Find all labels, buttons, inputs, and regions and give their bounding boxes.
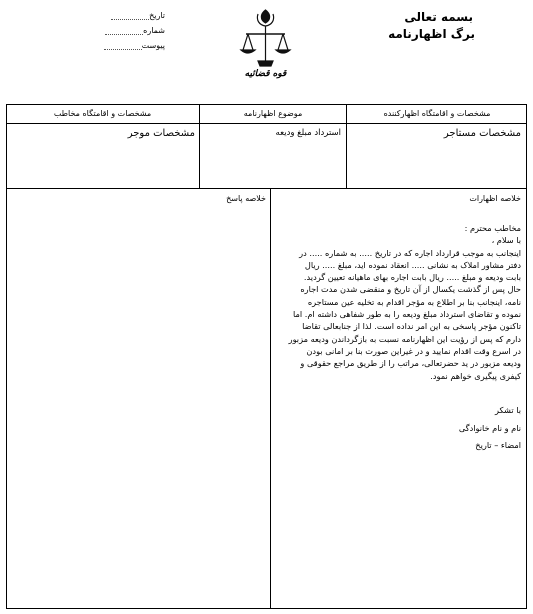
statement-line: مخاطب محترم :: [464, 223, 521, 233]
statement-line: تاکنون مؤجر پاسخی به این امر نداده است. لذا از جنابعالی تقاضا: [302, 321, 521, 332]
statement-line: اینجانب به موجب قرارداد اجاره که در تاریخ ..... به شماره ..... در: [299, 247, 521, 258]
name-line: نام و نام خانوادگی: [458, 423, 521, 433]
date-field: [95, 11, 165, 20]
reply-title: خلاصه پاسخ: [226, 194, 266, 203]
basmala: بسمه تعالی: [404, 10, 473, 24]
addressee-header: مشخصات و اقامتگاه مخاطب: [53, 109, 152, 118]
declarant-value: مشخصات مستاجر: [443, 128, 521, 139]
emblem-caption: قوه قضائیه: [244, 69, 287, 79]
statement-line: بابت ودیعه و مبلغ ..... ریال بابت اجاره بهای ماهیانه تعیین گردید.: [303, 272, 521, 283]
statement-line: در اسرع وقت اقدام نمایید و در غیراین صورت بنا بر امانی بودن: [306, 345, 521, 356]
attachment-label: پیوست: [141, 41, 165, 50]
number-label: شماره: [143, 26, 165, 35]
signature-line: امضاء – تاریخ: [475, 440, 521, 450]
statement-line: ودیعه مزبور در ید حضرتعالی، مراتب را از طریق مراجع حقوقی و: [300, 358, 521, 369]
subject-value: استرداد مبلغ ودیعه: [275, 128, 341, 138]
statement-line: حال پس از گذشت یکسال از آن تاریخ و منقضی شدن مدت اجاره: [300, 284, 521, 295]
date-label: تاریخ: [149, 11, 165, 20]
declarant-header: مشخصات و اقامتگاه اظهارکننده: [383, 109, 491, 118]
statement-line: دفتر مشاور املاک به نشانی ..... انعقاد نموده اید، مبلغ ..... ریال: [304, 259, 521, 270]
addressee-value: مشخصات موجر: [127, 128, 195, 139]
statement-line: کیفری پیگیری خواهم نمود.: [430, 370, 521, 381]
statement-line: با سلام ،: [491, 235, 521, 246]
closing-text: با تشکر: [495, 405, 521, 415]
judiciary-emblem: [238, 6, 293, 86]
summary-title: خلاصه اظهارات: [469, 194, 521, 203]
statement-body: [271, 222, 521, 382]
number-field: [95, 26, 165, 35]
attachment-field: [95, 41, 165, 50]
subject-header: موضوع اظهارنامه: [243, 109, 303, 118]
statement-line: نامه، اینجانب بنا بر اطلاع به مؤجر اقدام به تخلیه عین مستاجره: [307, 296, 521, 307]
form-title: برگ اظهارنامه: [388, 27, 475, 41]
statement-line: نموده و تقاضای استرداد مبلغ ودیعه را به طور شفاهی داشته ام. اما: [293, 309, 521, 320]
statement-line: دارم که پس از رؤیت این اظهارنامه نسبت به بازگرداندن ودیعه مزبور: [288, 333, 521, 344]
